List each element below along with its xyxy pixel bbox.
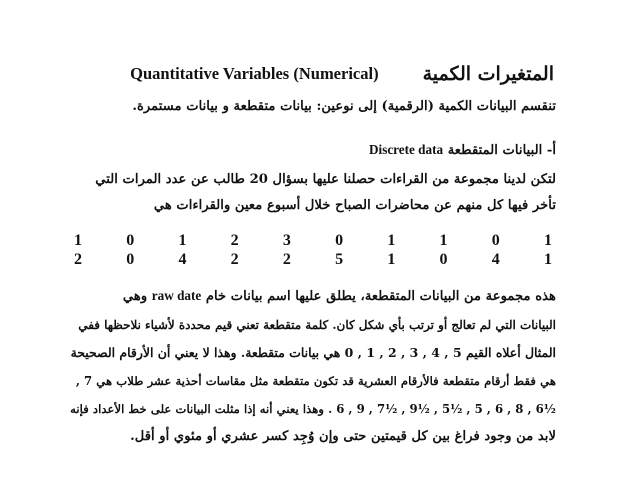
section-heading-english: Discrete data bbox=[369, 142, 444, 157]
title-arabic: المتغيرات الكمية bbox=[422, 63, 554, 85]
body-line-5: لابد من وجود فراغ بين كل قيمتين حتى وإن وُجِد كسر عشري أو مئوي أو أقل. bbox=[130, 429, 556, 444]
reading-value: 5 bbox=[335, 251, 344, 268]
example-line-2: تأخر فيها كل منهم عن محاضرات الصباح خلال أسبوع معين والقراءات هي bbox=[153, 198, 556, 213]
section-heading-arabic: أ- البيانات المتقطعة bbox=[447, 143, 556, 158]
reading-value: 1 bbox=[178, 232, 187, 249]
reading-value: 3 bbox=[282, 232, 291, 249]
reading-value: 2 bbox=[74, 251, 82, 268]
reading-value: 1 bbox=[387, 251, 396, 268]
reading-value: 2 bbox=[230, 251, 239, 268]
reading-value: 1 bbox=[543, 251, 552, 268]
reading-value: 0 bbox=[126, 232, 135, 249]
reading-value: 0 bbox=[126, 251, 135, 268]
title-row bbox=[120, 62, 554, 86]
section-heading-discrete bbox=[70, 140, 556, 161]
reading-value: 0 bbox=[335, 232, 344, 249]
raw-data-line bbox=[70, 286, 556, 307]
title-english: Quantitative Variables (Numerical) bbox=[130, 64, 379, 83]
reading-value: 0 bbox=[439, 251, 448, 268]
reading-value: 4 bbox=[491, 251, 500, 268]
reading-value: 0 bbox=[491, 232, 500, 249]
readings-row-1 bbox=[68, 232, 558, 250]
raw-data-term: raw date bbox=[151, 288, 202, 303]
body-line-2: المثال أعلاه القيم 5 , 4 , 3 , 2 , 1 , 0 هي بيانات متقطعة. وهذا لا يعني أن الأرقام الصحيحة bbox=[70, 345, 556, 360]
example-line-1: لتكن لدينا مجموعة من القراءات حصلنا عليها بسؤال 20 طالب عن عدد المرات التي bbox=[95, 172, 556, 187]
reading-value: 4 bbox=[178, 251, 187, 268]
body-line-3: هي فقط أرقام متقطعة فالأرقام العشرية قد تكون متقطعة مثل مقاسات أحذية عشر طلاب هي 7 , bbox=[75, 374, 556, 388]
reading-value: 2 bbox=[230, 232, 239, 249]
intro-paragraph: تنقسم البيانات الكمية (الرقمية) إلى نوعين: بيانات متقطعة و بيانات مستمرة. bbox=[132, 99, 556, 114]
raw-data-text: هذه مجموعة من البيانات المتقطعة، يطلق عليها اسم بيانات خام bbox=[205, 289, 556, 304]
reading-value: 2 bbox=[282, 251, 291, 268]
readings-row-2 bbox=[68, 251, 558, 269]
raw-data-suffix: وهي bbox=[122, 289, 148, 304]
reading-value: 1 bbox=[543, 232, 552, 249]
reading-value: 1 bbox=[387, 232, 396, 249]
body-line-4: ½6 , 8 , 6 , 5 , ½5 , ½9 , ½7 , 9 , 6 . وهذا يعني أنه إذا مثلت البيانات على خط الأعداد فإنه bbox=[70, 402, 556, 416]
reading-value: 1 bbox=[439, 232, 448, 249]
reading-value: 1 bbox=[74, 232, 82, 249]
body-line-1: البيانات التي لم تعالج أو ترتب بأي شكل كان. كلمة متقطعة تعني قيم محددة لأشياء نلاحظها ففي bbox=[78, 318, 556, 332]
